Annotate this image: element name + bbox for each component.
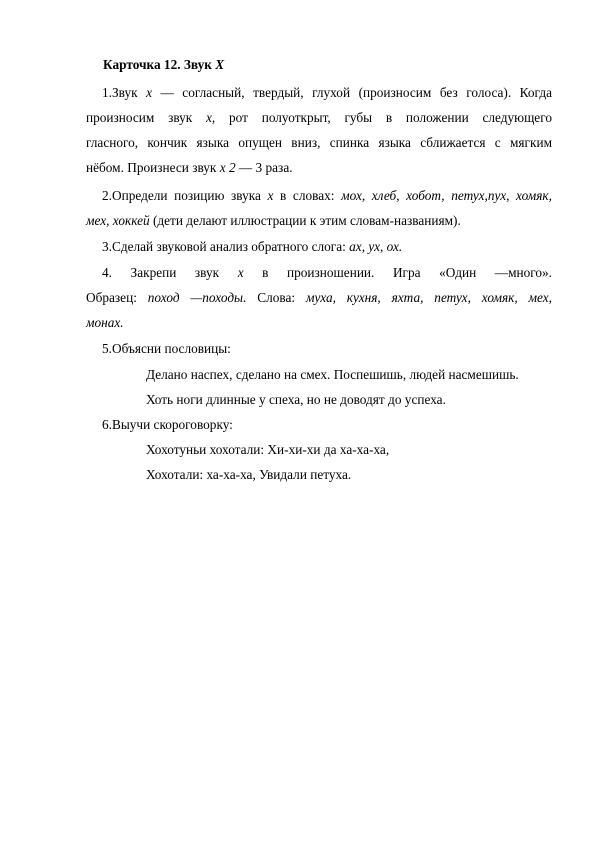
item-1-line-2: произносим звук х, рот полуоткрыт, губы в положении следующего <box>86 110 552 125</box>
tongue-twister-2: Хохотали: ха-ха-ха, Увидали петуха. <box>146 467 352 482</box>
item-1-line-1: 1.Звук х — согласный, твердый, глухой (произносим без голоса). Когда <box>102 85 552 100</box>
item-3-line-1: 3.Сделай звуковой анализ обратного слога: ах, ух, ох. <box>102 239 403 254</box>
proverb-1: Делано наспех, сделано на смех. Поспешишь, людей насмешишь. <box>146 367 519 382</box>
item-3 <box>86 234 552 259</box>
item-5 <box>86 336 552 361</box>
item-5-heading: 5.Объясни пословицы: <box>102 341 231 356</box>
item-6 <box>86 412 552 437</box>
title-sound: Х <box>215 57 225 72</box>
item-1-line-3: гласного, кончик языка опущен вниз, спинка языка сближается с мягким <box>86 135 552 150</box>
item-4 <box>86 260 552 335</box>
item-2-line-2: мех, хоккей (дети делают иллюстрации к этим словам-названиям). <box>86 213 461 228</box>
item-1-line-4: нёбом. Произнеси звук х 2 — 3 раза. <box>86 160 293 175</box>
tongue-twister-1: Хохотуньи хохотали: Хи-хи-хи да ха-ха-ха, <box>146 442 390 457</box>
item-2 <box>86 183 552 233</box>
card-title: Карточка 12. Звук Х <box>103 57 225 72</box>
item-4-line-1: 4. Закрепи звук х в произношении. Игра «Один —много». <box>102 265 552 280</box>
item-2-line-1: 2.Определи позицию звука х в словах: мох, хлеб, хобот, петух,пух, хомяк, <box>102 188 552 203</box>
item-6-heading: 6.Выучи скороговорку: <box>102 417 233 432</box>
item-4-line-2: Образец: поход —походы. Слова: муха, кухня, яхта, петух, хомяк, мех, <box>86 290 552 305</box>
item-1 <box>86 80 552 180</box>
item-4-line-3: монах. <box>86 315 124 330</box>
proverb-2: Хоть ноги длинные у спеха, но не доводят до успеха. <box>146 392 446 407</box>
